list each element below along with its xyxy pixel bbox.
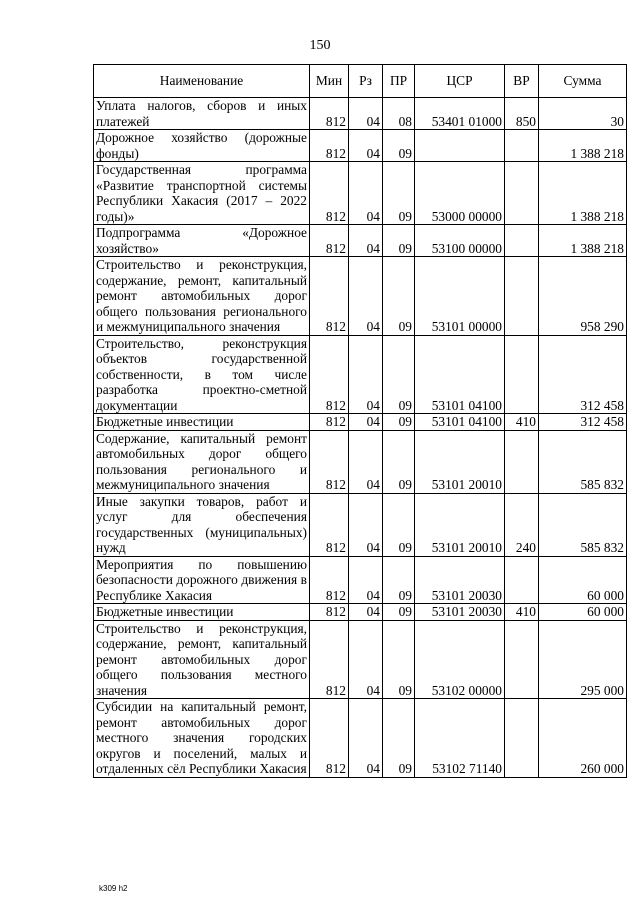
row-min: 812 xyxy=(310,162,349,225)
row-vr: 240 xyxy=(505,493,539,556)
row-rz: 04 xyxy=(349,335,383,414)
row-rz: 04 xyxy=(349,493,383,556)
row-csr: 53101 00000 xyxy=(415,257,505,336)
table-row xyxy=(94,257,627,336)
row-vr: 850 xyxy=(505,98,539,130)
row-sum: 585 832 xyxy=(539,430,627,493)
row-csr: 53102 71140 xyxy=(415,699,505,778)
row-sum: 312 458 xyxy=(539,335,627,414)
table-row xyxy=(94,162,627,225)
table-row xyxy=(94,414,627,431)
row-csr: 53401 01000 xyxy=(415,98,505,130)
row-vr xyxy=(505,699,539,778)
row-min: 812 xyxy=(310,414,349,431)
row-vr: 410 xyxy=(505,604,539,621)
row-sum: 1 388 218 xyxy=(539,162,627,225)
row-name: Дорожное хозяйство (дорожные фонды) xyxy=(94,130,310,162)
row-csr: 53101 20010 xyxy=(415,430,505,493)
table-row xyxy=(94,130,627,162)
header-csr: ЦСР xyxy=(415,65,505,98)
row-min: 812 xyxy=(310,699,349,778)
row-min: 812 xyxy=(310,98,349,130)
row-csr: 53101 20030 xyxy=(415,604,505,621)
row-vr xyxy=(505,257,539,336)
row-name: Подпрограмма «Дорожное хозяйство» xyxy=(94,225,310,257)
row-pr: 09 xyxy=(383,430,415,493)
row-name: Бюджетные инвестиции xyxy=(94,604,310,621)
row-rz: 04 xyxy=(349,430,383,493)
row-sum: 30 xyxy=(539,98,627,130)
row-sum: 312 458 xyxy=(539,414,627,431)
row-rz: 04 xyxy=(349,414,383,431)
row-rz: 04 xyxy=(349,257,383,336)
row-sum: 958 290 xyxy=(539,257,627,336)
row-csr xyxy=(415,130,505,162)
table-row xyxy=(94,620,627,699)
row-sum: 295 000 xyxy=(539,620,627,699)
row-pr: 09 xyxy=(383,604,415,621)
header-pr: ПР xyxy=(383,65,415,98)
row-pr: 09 xyxy=(383,620,415,699)
row-name: Мероприятия по повышению безопасности дорожного движения в Республике Хакасия xyxy=(94,556,310,604)
row-pr: 09 xyxy=(383,130,415,162)
row-min: 812 xyxy=(310,130,349,162)
page-number: 150 xyxy=(309,38,331,53)
header-min: Мин xyxy=(310,65,349,98)
table-row xyxy=(94,225,627,257)
table-row xyxy=(94,556,627,604)
row-csr: 53100 00000 xyxy=(415,225,505,257)
row-min: 812 xyxy=(310,257,349,336)
row-min: 812 xyxy=(310,620,349,699)
row-pr: 09 xyxy=(383,162,415,225)
row-name: Строительство и реконструкция, содержание, ремонт, капитальный ремонт автомобильных дорог общего пользования регионального и межмуниципального значения xyxy=(94,257,310,336)
table-row xyxy=(94,335,627,414)
row-min: 812 xyxy=(310,335,349,414)
header-name: Наименование xyxy=(94,65,310,98)
table-row xyxy=(94,699,627,778)
row-vr xyxy=(505,225,539,257)
row-rz: 04 xyxy=(349,620,383,699)
row-sum: 260 000 xyxy=(539,699,627,778)
row-name: Уплата налогов, сборов и иных платежей xyxy=(94,98,310,130)
row-pr: 09 xyxy=(383,493,415,556)
row-sum: 585 832 xyxy=(539,493,627,556)
row-pr: 09 xyxy=(383,257,415,336)
row-pr: 09 xyxy=(383,335,415,414)
header-sum: Сумма xyxy=(539,65,627,98)
row-rz: 04 xyxy=(349,556,383,604)
row-min: 812 xyxy=(310,556,349,604)
budget-table xyxy=(93,64,627,778)
row-pr: 09 xyxy=(383,699,415,778)
row-vr xyxy=(505,162,539,225)
row-vr xyxy=(505,335,539,414)
row-vr xyxy=(505,620,539,699)
row-name: Содержание, капитальный ремонт автомобильных дорог общего пользования регионального и межмуниципального значения xyxy=(94,430,310,493)
row-min: 812 xyxy=(310,493,349,556)
row-sum: 60 000 xyxy=(539,556,627,604)
row-rz: 04 xyxy=(349,130,383,162)
row-min: 812 xyxy=(310,604,349,621)
footer-code: k309 h2 xyxy=(99,884,128,893)
row-name: Субсидии на капитальный ремонт, ремонт автомобильных дорог местного значения городских округов и поселений, малых и отдаленных сёл Республики Хакасия xyxy=(94,699,310,778)
row-rz: 04 xyxy=(349,225,383,257)
row-pr: 08 xyxy=(383,98,415,130)
row-sum: 60 000 xyxy=(539,604,627,621)
row-vr xyxy=(505,130,539,162)
row-vr xyxy=(505,556,539,604)
row-csr: 53101 04100 xyxy=(415,335,505,414)
row-name: Строительство, реконструкция объектов государственной собственности, в том числе разработка проектно-сметной документации xyxy=(94,335,310,414)
row-csr: 53102 00000 xyxy=(415,620,505,699)
row-pr: 09 xyxy=(383,225,415,257)
row-rz: 04 xyxy=(349,604,383,621)
row-name: Бюджетные инвестиции xyxy=(94,414,310,431)
row-rz: 04 xyxy=(349,162,383,225)
row-rz: 04 xyxy=(349,98,383,130)
row-min: 812 xyxy=(310,430,349,493)
row-name: Строительство и реконструкция, содержание, ремонт, капитальный ремонт автомобильных дорог общего пользования местного значения xyxy=(94,620,310,699)
row-csr: 53101 20010 xyxy=(415,493,505,556)
row-pr: 09 xyxy=(383,414,415,431)
row-rz: 04 xyxy=(349,699,383,778)
row-vr: 410 xyxy=(505,414,539,431)
row-csr: 53101 20030 xyxy=(415,556,505,604)
table-header-row xyxy=(94,65,627,98)
table-row xyxy=(94,430,627,493)
row-sum: 1 388 218 xyxy=(539,225,627,257)
table-row xyxy=(94,98,627,130)
row-pr: 09 xyxy=(383,556,415,604)
row-min: 812 xyxy=(310,225,349,257)
row-sum: 1 388 218 xyxy=(539,130,627,162)
table-row xyxy=(94,493,627,556)
header-vr: ВР xyxy=(505,65,539,98)
row-csr: 53000 00000 xyxy=(415,162,505,225)
row-name: Государственная программа «Развитие транспортной системы Республики Хакасия (2017 – 2022 годы)» xyxy=(94,162,310,225)
row-name: Иные закупки товаров, работ и услуг для обеспечения государственных (муниципальных) нужд xyxy=(94,493,310,556)
row-csr: 53101 04100 xyxy=(415,414,505,431)
table-row xyxy=(94,604,627,621)
header-rz: Рз xyxy=(349,65,383,98)
row-vr xyxy=(505,430,539,493)
